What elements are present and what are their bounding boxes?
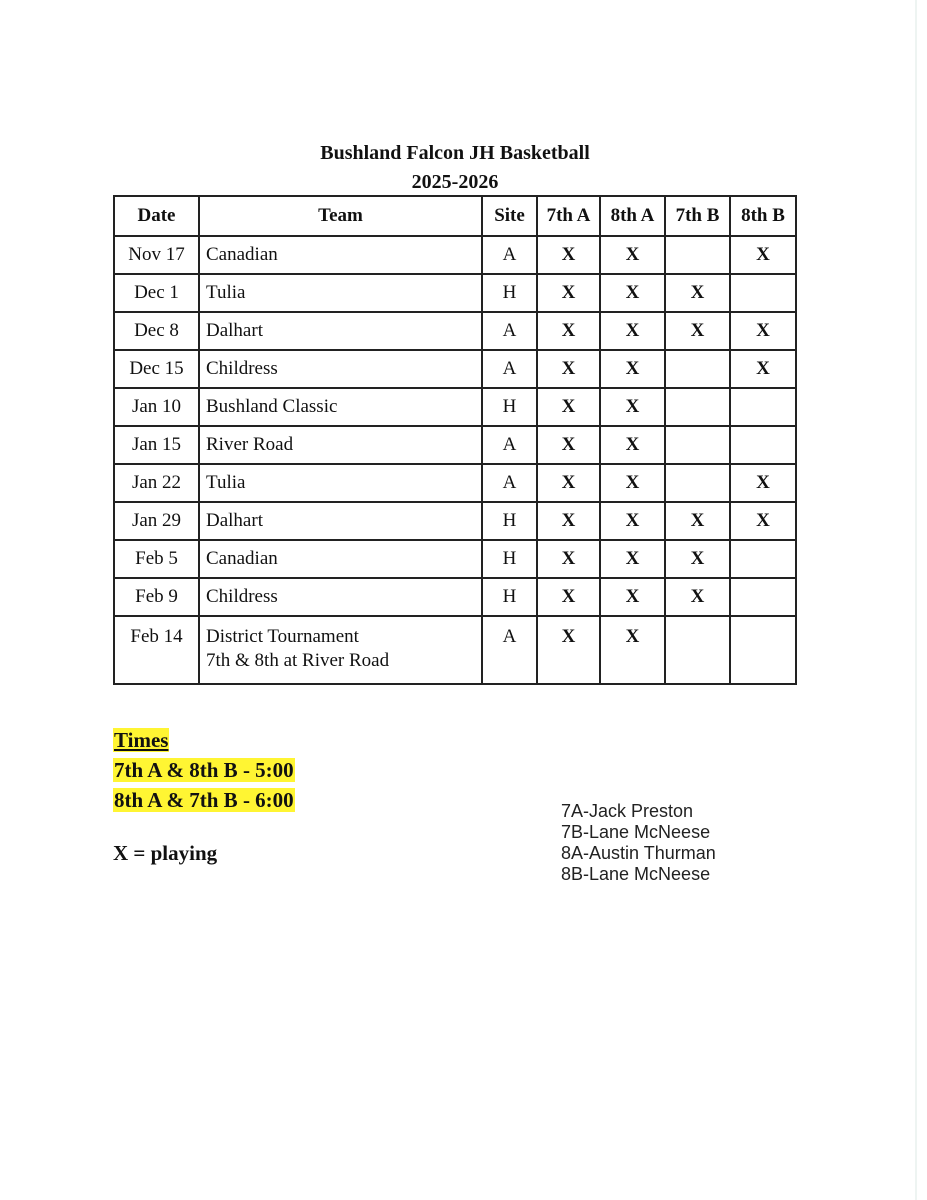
cell-7th-b: X: [665, 312, 730, 350]
cell-site: A: [482, 350, 537, 388]
cell-team: Tulia: [199, 464, 482, 502]
cell-8th-b: X: [730, 350, 796, 388]
times-line-1: [113, 755, 295, 785]
cell-8th-b: X: [730, 236, 796, 274]
times-7a-8b: 7th A & 8th B - 5:00: [114, 758, 294, 782]
coach-7b: 7B-Lane McNeese: [561, 822, 711, 842]
cell-7th-b: [665, 426, 730, 464]
cell-8th-b: [730, 578, 796, 616]
header-7th-a: 7th A: [537, 196, 600, 236]
header-8th-a: 8th A: [600, 196, 665, 236]
table-header-row: [114, 196, 796, 236]
scan-edge-line: [915, 0, 917, 1200]
times-8a-7b: 8th A & 7th B - 6:00: [114, 788, 294, 812]
coach-8b: 8B-Lane McNeese: [561, 864, 711, 884]
cell-site: A: [482, 312, 537, 350]
table-row: [114, 274, 796, 312]
cell-8th-b: [730, 274, 796, 312]
coach-8a: 8A-Austin Thurman: [561, 843, 716, 863]
cell-team: River Road: [199, 426, 482, 464]
header-date: Date: [114, 196, 199, 236]
cell-7th-a: X: [537, 350, 600, 388]
table-row: [114, 616, 796, 684]
cell-site: H: [482, 388, 537, 426]
cell-site: H: [482, 274, 537, 312]
cell-date: Jan 29: [114, 502, 199, 540]
cell-7th-a: X: [537, 540, 600, 578]
cell-7th-a: X: [537, 616, 600, 684]
cell-7th-a: X: [537, 388, 600, 426]
cell-8th-b: X: [730, 502, 796, 540]
table-row: [114, 236, 796, 274]
cell-team: Dalhart: [199, 312, 482, 350]
cell-date: Feb 9: [114, 578, 199, 616]
cell-7th-b: X: [665, 578, 730, 616]
legend-x-playing: X = playing: [113, 841, 218, 865]
table-row: [114, 540, 796, 578]
cell-7th-a: X: [537, 236, 600, 274]
cell-site: A: [482, 464, 537, 502]
table-row: [114, 312, 796, 350]
cell-7th-b: [665, 350, 730, 388]
cell-date: Jan 22: [114, 464, 199, 502]
table-row: [114, 502, 796, 540]
schedule-title: Bushland Falcon JH Basketball: [320, 142, 590, 164]
header-7th-b: 7th B: [665, 196, 730, 236]
cell-date: Dec 15: [114, 350, 199, 388]
cell-8th-a: X: [600, 426, 665, 464]
cell-7th-a: X: [537, 464, 600, 502]
cell-7th-b: X: [665, 502, 730, 540]
cell-7th-b: [665, 616, 730, 684]
game-times: [113, 725, 295, 815]
coach-7a: 7A-Jack Preston: [561, 801, 694, 821]
cell-date: Jan 15: [114, 426, 199, 464]
cell-team: Dalhart: [199, 502, 482, 540]
cell-7th-a: X: [537, 502, 600, 540]
cell-date: Jan 10: [114, 388, 199, 426]
cell-8th-a: X: [600, 312, 665, 350]
schedule-table: [113, 195, 797, 685]
cell-team-line-1: District Tournament: [206, 626, 359, 647]
cell-8th-b: [730, 540, 796, 578]
header-8th-b: 8th B: [730, 196, 796, 236]
cell-8th-a: X: [600, 388, 665, 426]
cell-date: Dec 1: [114, 274, 199, 312]
cell-date: Nov 17: [114, 236, 199, 274]
header-team: Team: [199, 196, 482, 236]
cell-7th-b: X: [665, 540, 730, 578]
cell-8th-b: [730, 616, 796, 684]
cell-7th-b: [665, 236, 730, 274]
cell-team-line-2: 7th & 8th at River Road: [206, 650, 390, 671]
cell-8th-b: X: [730, 312, 796, 350]
cell-team: Canadian: [199, 540, 482, 578]
cell-date: Dec 8: [114, 312, 199, 350]
cell-team: Childress: [199, 350, 482, 388]
cell-7th-b: [665, 388, 730, 426]
cell-8th-a: X: [600, 236, 665, 274]
times-heading-line: [113, 725, 295, 755]
cell-7th-a: X: [537, 274, 600, 312]
cell-8th-b: [730, 388, 796, 426]
cell-8th-a: X: [600, 578, 665, 616]
cell-8th-a: X: [600, 540, 665, 578]
cell-7th-b: [665, 464, 730, 502]
cell-7th-b: X: [665, 274, 730, 312]
cell-8th-a: X: [600, 502, 665, 540]
table-row: [114, 388, 796, 426]
cell-8th-a: X: [600, 274, 665, 312]
table-row: [114, 578, 796, 616]
cell-8th-a: X: [600, 464, 665, 502]
cell-site: H: [482, 540, 537, 578]
cell-7th-a: X: [537, 312, 600, 350]
cell-team: Canadian: [199, 236, 482, 274]
table-row: [114, 464, 796, 502]
header-site: Site: [482, 196, 537, 236]
table-row: [114, 350, 796, 388]
cell-site: A: [482, 616, 537, 684]
table-row: [114, 426, 796, 464]
cell-team: Childress: [199, 578, 482, 616]
cell-7th-a: X: [537, 426, 600, 464]
times-line-2: [113, 785, 295, 815]
cell-site: H: [482, 502, 537, 540]
schedule-season: 2025-2026: [411, 171, 499, 193]
cell-date: Feb 14: [114, 616, 199, 684]
coaches-list: [561, 801, 716, 885]
cell-team: [199, 616, 482, 684]
cell-team: Tulia: [199, 274, 482, 312]
cell-site: A: [482, 236, 537, 274]
times-heading: Times: [114, 728, 169, 752]
cell-7th-a: X: [537, 578, 600, 616]
cell-team: Bushland Classic: [199, 388, 482, 426]
cell-8th-a: X: [600, 616, 665, 684]
cell-8th-a: X: [600, 350, 665, 388]
cell-date: Feb 5: [114, 540, 199, 578]
cell-site: H: [482, 578, 537, 616]
cell-8th-b: [730, 426, 796, 464]
cell-8th-b: X: [730, 464, 796, 502]
cell-site: A: [482, 426, 537, 464]
